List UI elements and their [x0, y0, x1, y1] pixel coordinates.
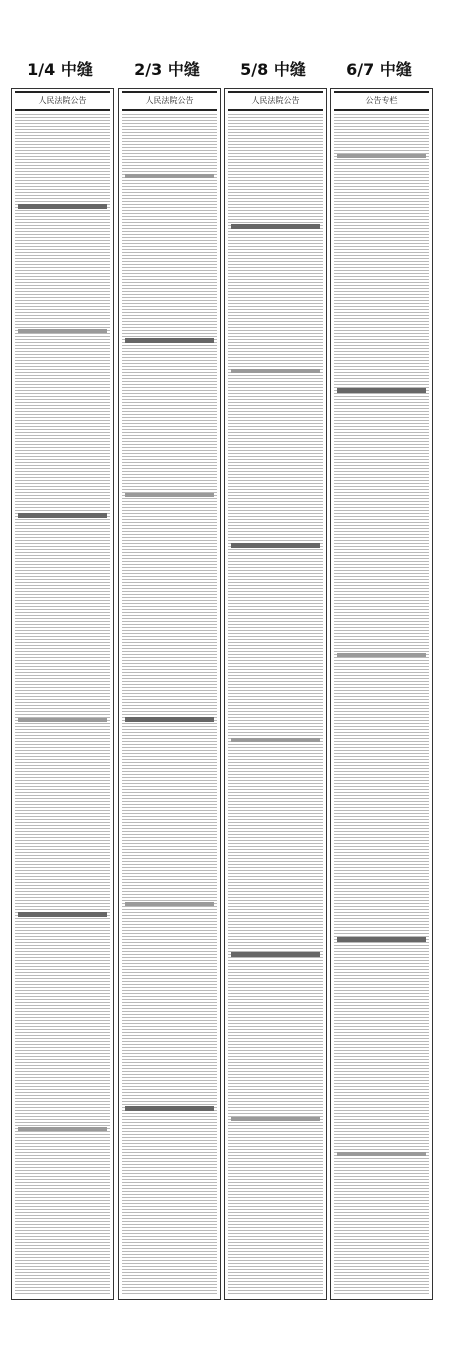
column-body-text	[15, 114, 110, 1296]
section-heading-bar	[337, 388, 426, 393]
column-label-5-8: 5/8 中缝	[240, 60, 306, 79]
column-header: 人民法院公告	[15, 91, 110, 111]
section-heading-bar	[231, 738, 320, 742]
section-heading-bar	[231, 224, 320, 229]
column-body-text	[334, 114, 429, 1296]
section-heading-bar	[337, 653, 426, 657]
section-heading-bar	[18, 513, 107, 518]
column-header: 公告专栏	[334, 91, 429, 111]
column-body-text	[122, 114, 217, 1296]
section-heading-bar	[18, 204, 107, 209]
section-heading-bar	[125, 1106, 214, 1111]
section-heading-bar	[125, 902, 214, 906]
section-heading-bar	[125, 338, 214, 343]
section-heading-bar	[125, 717, 214, 722]
section-heading-bar	[337, 937, 426, 942]
section-heading-bar	[231, 543, 320, 548]
section-heading-bar	[18, 912, 107, 917]
column-body-text	[228, 114, 323, 1296]
section-heading-bar	[231, 369, 320, 373]
section-heading-bar	[231, 1117, 320, 1121]
section-heading-bar	[18, 329, 107, 333]
section-heading-bar	[337, 1152, 426, 1156]
section-heading-bar	[337, 154, 426, 158]
column-header: 人民法院公告	[122, 91, 217, 111]
column-label-1-4: 1/4 中缝	[27, 60, 93, 79]
newspaper-column-4	[330, 88, 433, 1300]
column-labels	[0, 0, 450, 84]
section-heading-bar	[18, 1127, 107, 1131]
section-heading-bar	[231, 952, 320, 957]
section-heading-bar	[125, 493, 214, 497]
column-header: 人民法院公告	[228, 91, 323, 111]
newspaper-column-3	[224, 88, 327, 1300]
section-heading-bar	[125, 174, 214, 178]
column-label-6-7: 6/7 中缝	[346, 60, 412, 79]
section-heading-bar	[18, 718, 107, 722]
newspaper-column-2	[118, 88, 221, 1300]
column-label-2-3: 2/3 中缝	[134, 60, 200, 79]
newspaper-column-1	[11, 88, 114, 1300]
